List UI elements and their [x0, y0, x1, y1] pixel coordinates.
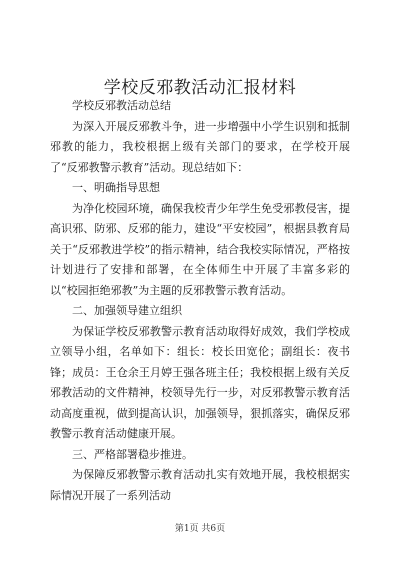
intro-paragraph: 为深入开展反邪教斗争，进一步增强中小学生识别和抵制邪教的能力，我校根据上级有关部门的要求，在学校开展了“反邪教警示教育”活动。现总结如下： [50, 119, 350, 174]
section-paragraph-3: 为保障反邪教警示教育活动扎实有效地开展，我校根据实际情况开展了一系列活动 [50, 468, 350, 502]
section-heading-3: 三、严格部署稳步推进。 [72, 447, 193, 461]
page-number-footer: 第1页 共6页 [174, 524, 226, 534]
document-title: 学校反邪教活动汇报材料 [103, 78, 297, 98]
section-paragraph-2: 为保证学校反邪教警示教育活动取得好成效，我们学校成立领导小组，名单如下：组长：校长田宽伦；副组长：夜书锋；成员：王仓余王月婷王强各班主任；我校根据上级有关反邪教活动的文件精神，校领导先行一步，对反邪教警示教育活动高度重视，做到提高认识，加强领导，狠抓落实，确保反邪教警示教育活动健康开展。 [50, 324, 350, 440]
document-body [50, 96, 350, 506]
section-paragraph-1: 为净化校园环境，确保我校青少年学生免受邪教侵害，提高识邪、防邪、反邪的能力，建设“平安校园”，根据县教育局关于“反邪教进学校”的指示精神，结合我校实际情况，严格按计划进行了安排和部署，在全体师生中开展了丰富多彩的以“校园拒绝邪教”为主题的反邪教警示教育活动。 [50, 201, 350, 297]
subtitle-paragraph: 学校反邪教活动总结 [72, 99, 171, 112]
section-heading-2: 二、加强领导建立组织 [72, 304, 182, 317]
section-heading-1: 一、明确指导思想 [72, 181, 160, 194]
